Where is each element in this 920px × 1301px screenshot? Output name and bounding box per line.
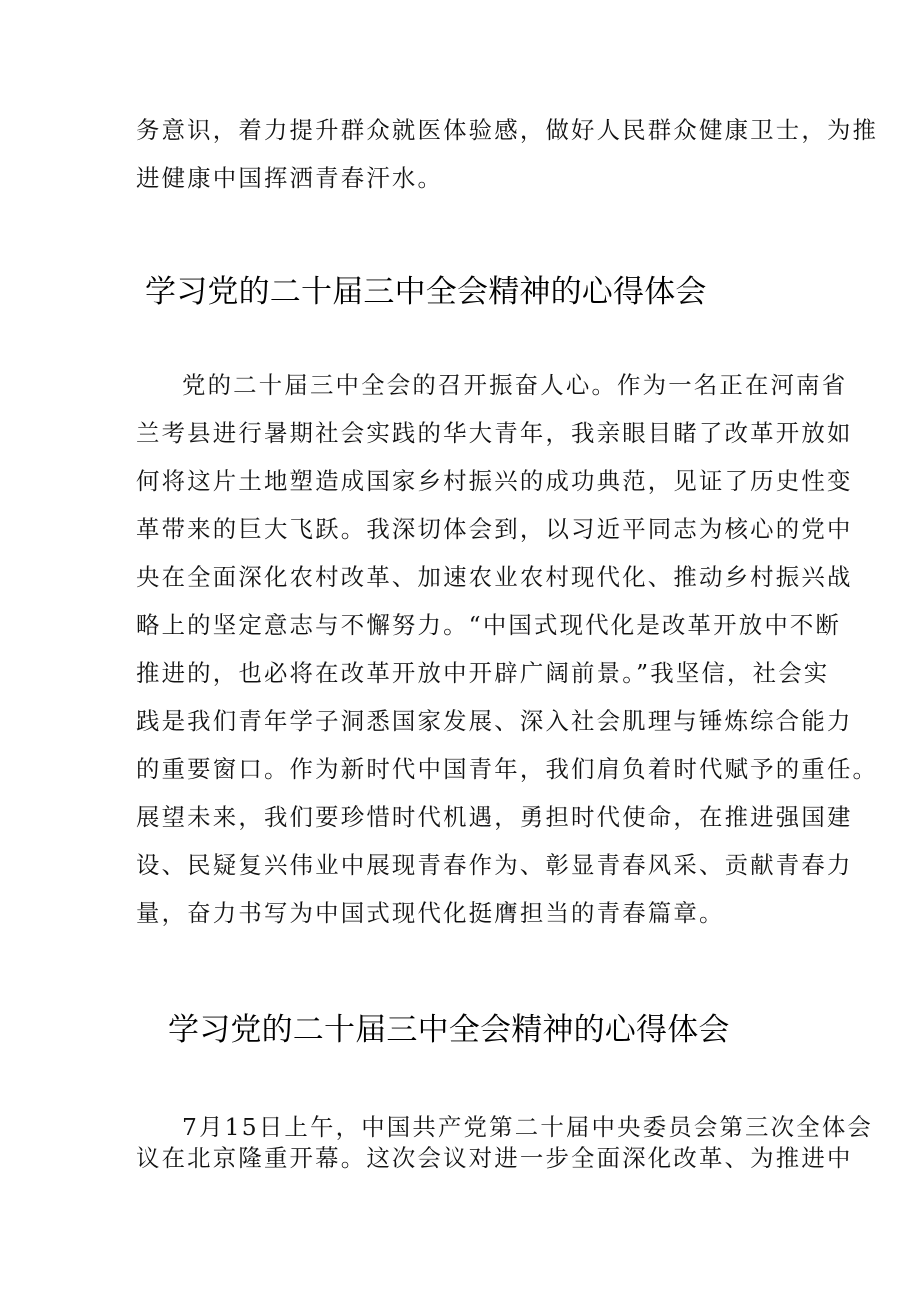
paragraph-line: 务意识，着力提升群众就医体验感，做好人民群众健康卫士，为推 [136, 116, 879, 144]
paragraph-line: 推进的，也必将在改革开放中开辟广阔前景。”我坚信，社会实 [136, 659, 830, 687]
paragraph-line: 量，奋力书写为中国式现代化挺膺担当的青春篇章。 [136, 899, 725, 927]
paragraph-line: 进健康中国挥洒青春汗水。 [136, 164, 444, 192]
paragraph-line: 议在北京隆重开幕。这次会议对进一步全面深化改革、为推进中 [136, 1144, 853, 1172]
paragraph-line: 革带来的巨大飞跃。我深切体会到，以习近平同志为核心的党中 [136, 515, 853, 543]
paragraph-line: 的重要窗口。作为新时代中国青年，我们肩负着时代赋予的重任。 [136, 755, 879, 783]
paragraph-line: 党的二十届三中全会的召开振奋人心。作为一名正在河南省 [182, 371, 848, 399]
paragraph-line: 践是我们青年学子洞悉国家发展、深入社会肌理与锤炼综合能力 [136, 707, 853, 735]
paragraph-line: 7月15日上午，中国共产党第二十届中央委员会第三次全体会 [182, 1113, 874, 1141]
paragraph-line: 略上的坚定意志与不懈努力。“中国式现代化是改革开放中不断 [136, 611, 842, 639]
paragraph-line: 兰考县进行暑期社会实践的华大青年，我亲眼目睹了改革开放如 [136, 419, 853, 447]
section-title: 学习党的二十届三中全会精神的心得体会 [168, 1012, 730, 1048]
section-title: 学习党的二十届三中全会精神的心得体会 [145, 274, 707, 310]
paragraph-line: 何将这片土地塑造成国家乡村振兴的成功典范，见证了历史性变 [136, 467, 853, 495]
paragraph-line: 展望未来，我们要珍惜时代机遇，勇担时代使命，在推进强国建 [136, 803, 853, 831]
paragraph-line: 设、民疑复兴伟业中展现青春作为、彰显青春风采、贡献青春力 [136, 851, 853, 879]
paragraph-line: 央在全面深化农村改革、加速农业农村现代化、推动乡村振兴战 [136, 563, 853, 591]
